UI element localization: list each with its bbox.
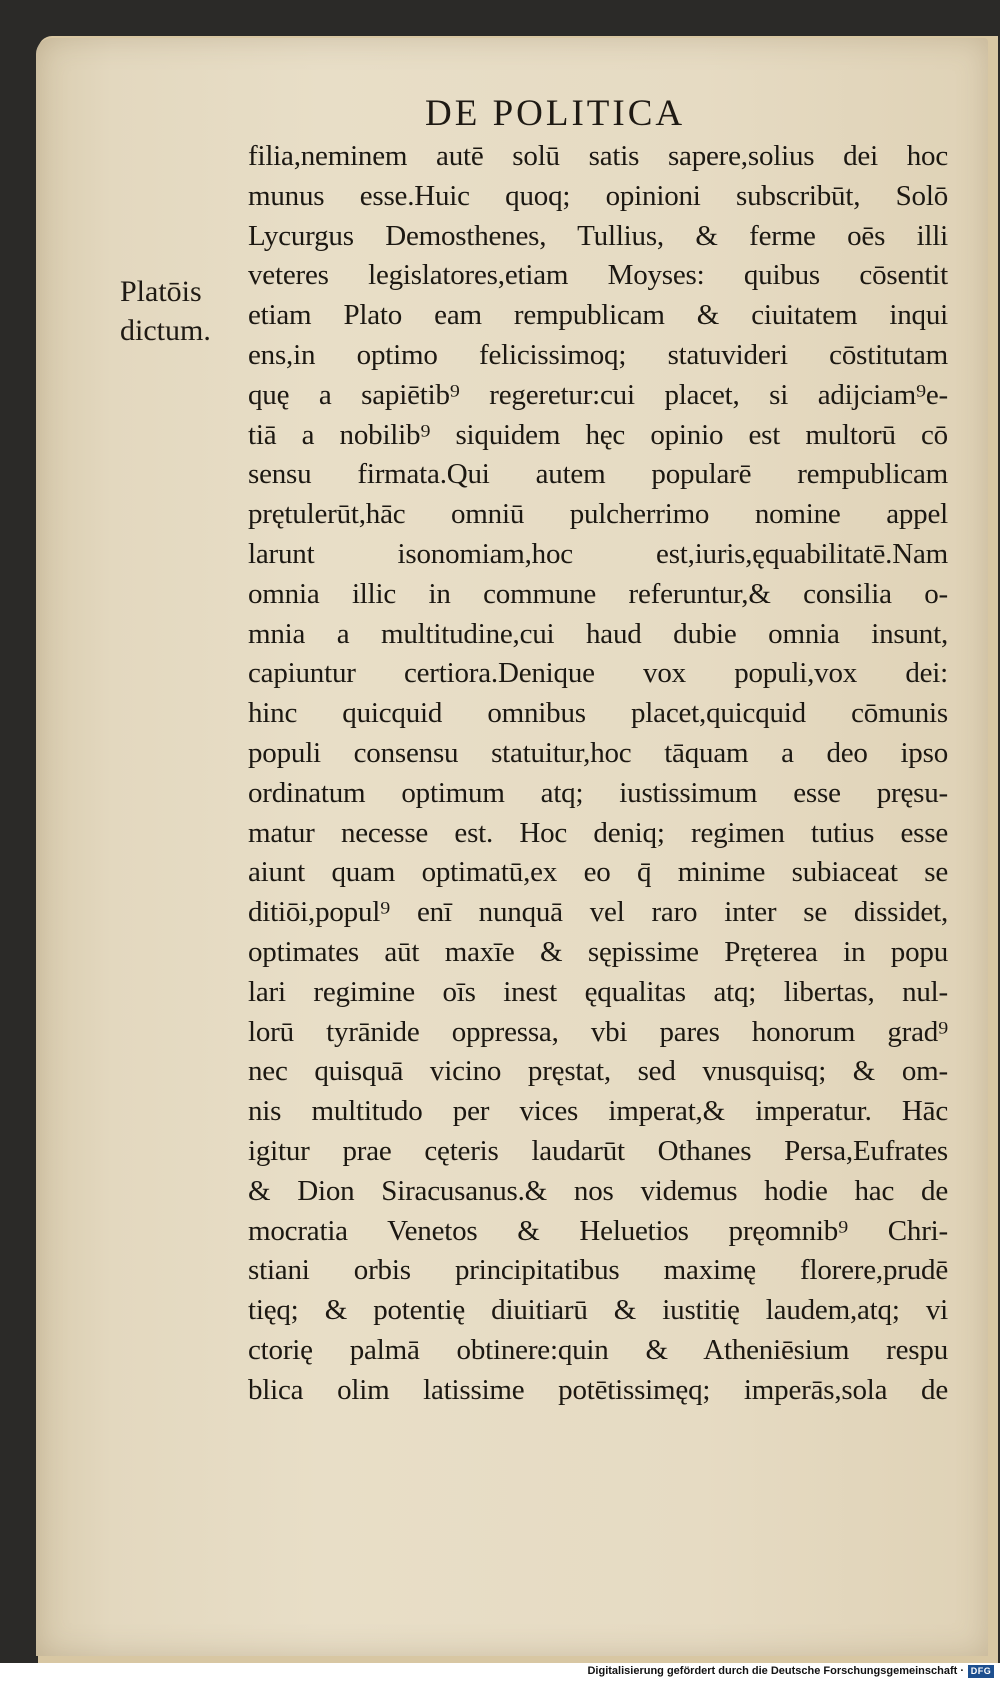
- text-line: populi consensu statuitur,hoc tāquam a deo ipso: [248, 736, 948, 769]
- text-line: & Dion Siracusanus.& nos videmus hodie hac de: [248, 1174, 948, 1207]
- running-head: DE POLITICA: [425, 93, 686, 134]
- text-line: lari regimine oīs inest ęqualitas atq; libertas, nul-: [248, 975, 948, 1008]
- text-line: tiā a nobilib⁹ siquidem hęc opinio est multorū cō: [248, 418, 948, 451]
- text-line: filia,neminem autē solū satis sapere,solius dei hoc: [248, 140, 948, 172]
- text-line: munus esse.Huic quoq; opinioni subscribūt, Solō: [248, 179, 948, 212]
- text-line: Lycurgus Demosthenes, Tullius, & ferme oēs illi: [248, 219, 948, 252]
- text-line: etiam Plato eam rempublicam & ciuitatem inqui: [248, 299, 948, 332]
- text-line: hinc quicquid omnibus placet,quicquid cōmunis: [248, 697, 948, 730]
- text-line: omnia illic in commune referuntur,& consilia o-: [248, 577, 948, 610]
- text-line: quę a sapiētib⁹ regeretur:cui placet, si adijciam⁹e-: [248, 378, 948, 411]
- body-text: [248, 137, 948, 1411]
- text-line: nis multitudo per vices imperat,& imperatur. Hāc: [248, 1095, 948, 1128]
- text-line: larunt isonomiam,hoc est,iuris,ęquabilitatē.Nam: [248, 537, 948, 570]
- text-line: stiani orbis principitatibus maximę florere,prudē: [248, 1254, 948, 1287]
- dfg-logo-icon: DFG: [968, 1665, 994, 1678]
- text-line: veteres legislatores,etiam Moyses: quibus cōsentit: [248, 259, 948, 292]
- text-line: ordinatum optimum atq; iustissimum esse pręsu-: [248, 776, 948, 809]
- marginal-note: [120, 272, 232, 350]
- text-line: prętulerūt,hāc omniū pulcherrimo nomine appel: [248, 498, 948, 531]
- text-line: ctorię palmā obtinere:quin & Atheniēsium respu: [248, 1333, 948, 1366]
- digitization-credit: Digitalisierung gefördert durch die Deutsche Forschungsgemeinschaft ·: [587, 1665, 964, 1677]
- text-line: sensu firmata.Qui autem popularē rempublicam: [248, 458, 948, 491]
- text-line: mnia a multitudine,cui haud dubie omnia insunt,: [248, 617, 948, 650]
- marginal-note-line: Platōis: [120, 275, 202, 308]
- text-line: optimates aūt maxīe & sępissime Pręterea in popu: [248, 935, 948, 968]
- text-line: blica olim latissime potētissimęq; imperās,sola de: [248, 1373, 948, 1406]
- text-line: mocratia Venetos & Heluetios pręomnib⁹ Chri-: [248, 1214, 948, 1247]
- text-line: ens,in optimo felicissimoq; statuvideri cōstitutam: [248, 338, 948, 371]
- text-line: nec quisquā vicino pręstat, sed vnusquisq; & om-: [248, 1055, 948, 1088]
- text-line: capiuntur certiora.Denique vox populi,vox dei:: [248, 657, 948, 690]
- text-line: lorū tyrānide oppressa, vbi pares honorum grad⁹: [248, 1015, 948, 1048]
- text-line: matur necesse est. Hoc deniq; regimen tutius esse: [248, 816, 948, 849]
- text-line: tięq; & potentię diuitiarū & iustitię laudem,atq; vi: [248, 1294, 948, 1327]
- marginal-note-line: dictum.: [120, 314, 211, 347]
- text-line: igitur prae cęteris laudarūt Othanes Persa,Eufrates: [248, 1134, 948, 1167]
- text-line: aiunt quam optimatū,ex eo q̄ minime subiaceat se: [248, 856, 948, 889]
- text-line: ditiōi,popul⁹ enī nunquā vel raro inter se dissidet,: [248, 896, 948, 929]
